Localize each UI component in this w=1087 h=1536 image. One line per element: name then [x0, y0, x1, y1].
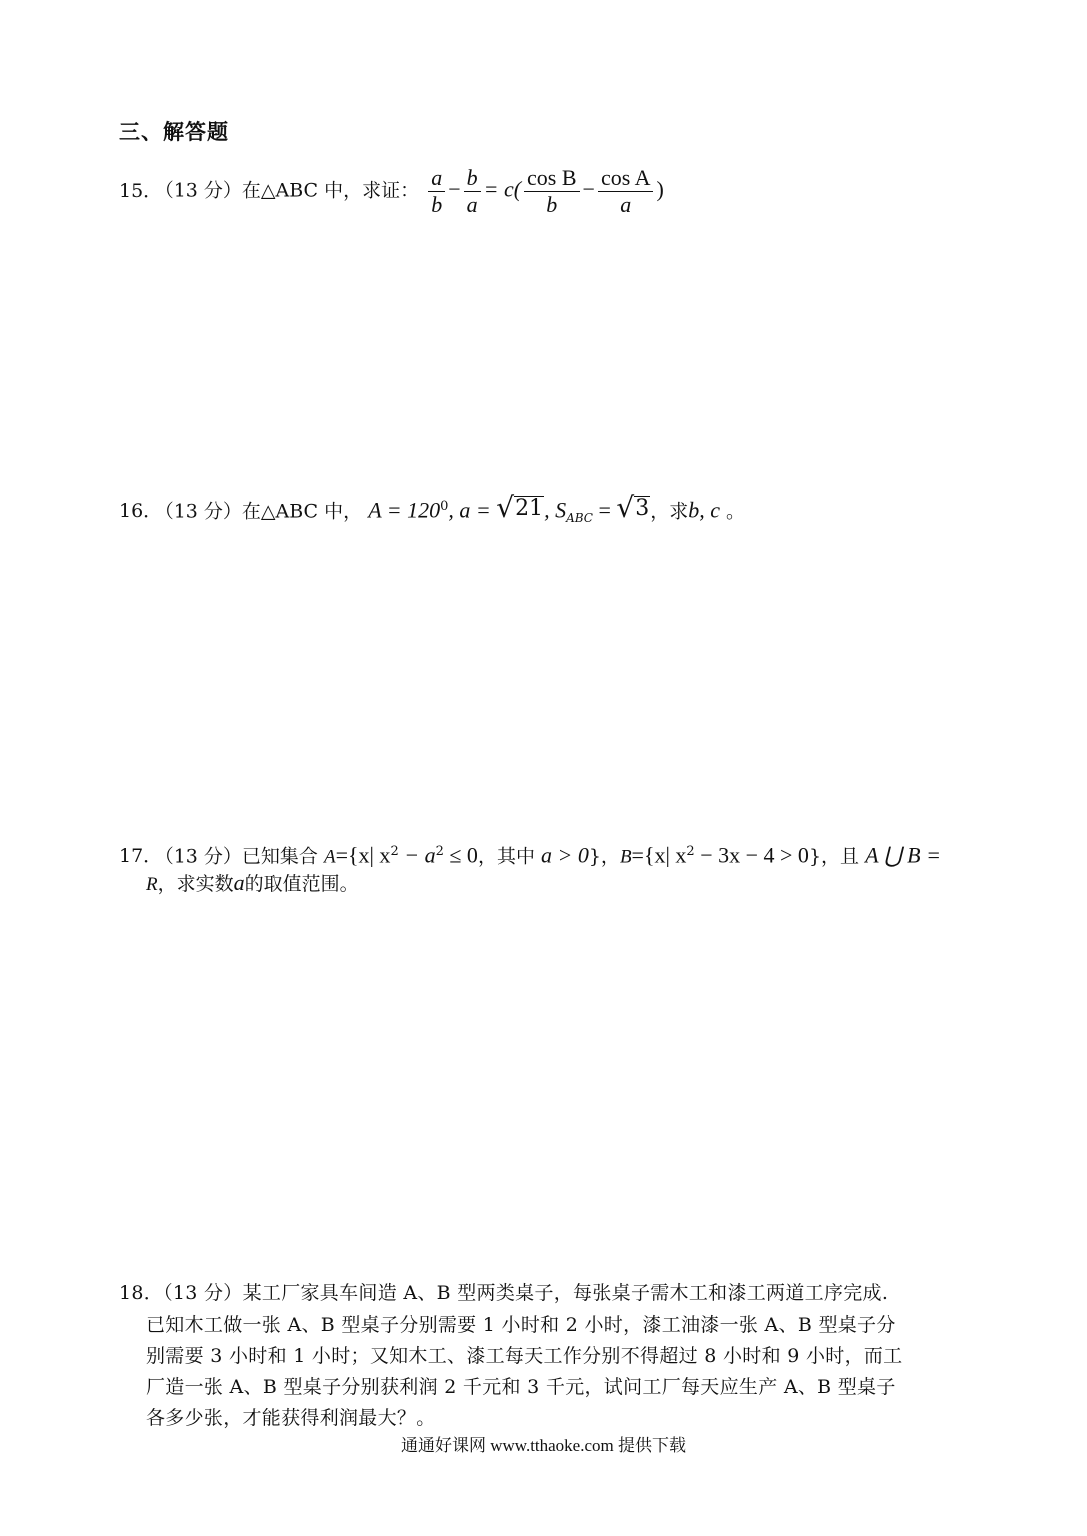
q15-close-paren: ): [656, 176, 664, 202]
q17-number: 17．: [119, 845, 163, 868]
q16-degree: 0: [440, 499, 449, 514]
q15-fraction-b-over-a: $\frac{b}{a}$: [464, 165, 481, 218]
q15-text: 在△ABC 中，求证：: [241, 179, 420, 202]
question-15: [119, 165, 664, 218]
page-footer: 通通好课网 www.tthaoke.com 提供下载: [400, 1436, 687, 1455]
q16-angle: A = 120: [368, 497, 441, 523]
q18-line-5: 各多少张，才能获得利润最大？。: [146, 1407, 436, 1429]
q18-line-2: 已知木工做一张 A、B 型桌子分别需要 1 小时和 2 小时，漆工油漆一张 A、B 型桌子分: [146, 1314, 896, 1336]
q15-minus: −: [448, 176, 461, 202]
q16-text: 在△ABC 中，: [241, 500, 363, 523]
question-17-line-2: R，求实数a的取值范围。: [146, 870, 359, 895]
q15-number: 15．: [119, 179, 163, 202]
question-16: 16． （13 分）在△ABC 中， $A = 120^0$, a = √ 21 , $S_{ABC}$ = √ 3 ，求b, c 。: [119, 491, 746, 526]
q15-fraction-a-over-b: $\frac{a}{b}$: [428, 165, 445, 218]
q16-sqrt-3: √ 3: [616, 491, 650, 525]
q15-points: （13 分）: [164, 179, 242, 202]
q17-points: （13 分）: [164, 845, 242, 868]
q16-sqrt-21: √ 21: [496, 491, 544, 525]
q15-fraction-cosa-over-a: $\frac{\text{cos A}}{a}$: [598, 165, 654, 218]
q15-minus-2: −: [582, 176, 595, 202]
q18-line-3: 别需要 3 小时和 1 小时；又知木工、漆工每天工作分别不得超过 8 小时和 9 小时，而工: [146, 1345, 903, 1367]
q18-line-1: 18．（13 分）某工厂家具车间造 A、B 型两类桌子，每张桌子需木工和漆工两道工序完成.: [119, 1282, 889, 1304]
q16-points: （13 分）: [164, 500, 242, 523]
q18-line-4: 厂造一张 A、B 型桌子分别获利润 2 千元和 3 千元，试问工厂每天应生产 A、B 型桌子: [146, 1376, 896, 1398]
q15-equals-c: = c(: [483, 176, 522, 202]
q16-number: 16．: [119, 500, 163, 523]
question-17: 17． （13 分）已知集合 A={x| $x^2 - a^2 \le 0$，其中 a > 0}，B={x| $x^2 - 3x - 4 > 0$}，且 A ⋃ B =: [119, 842, 941, 868]
q15-fraction-cosb-over-b: $\frac{\text{cos B}}{b}$: [524, 165, 580, 218]
section-heading: 三、解答题: [119, 120, 229, 144]
